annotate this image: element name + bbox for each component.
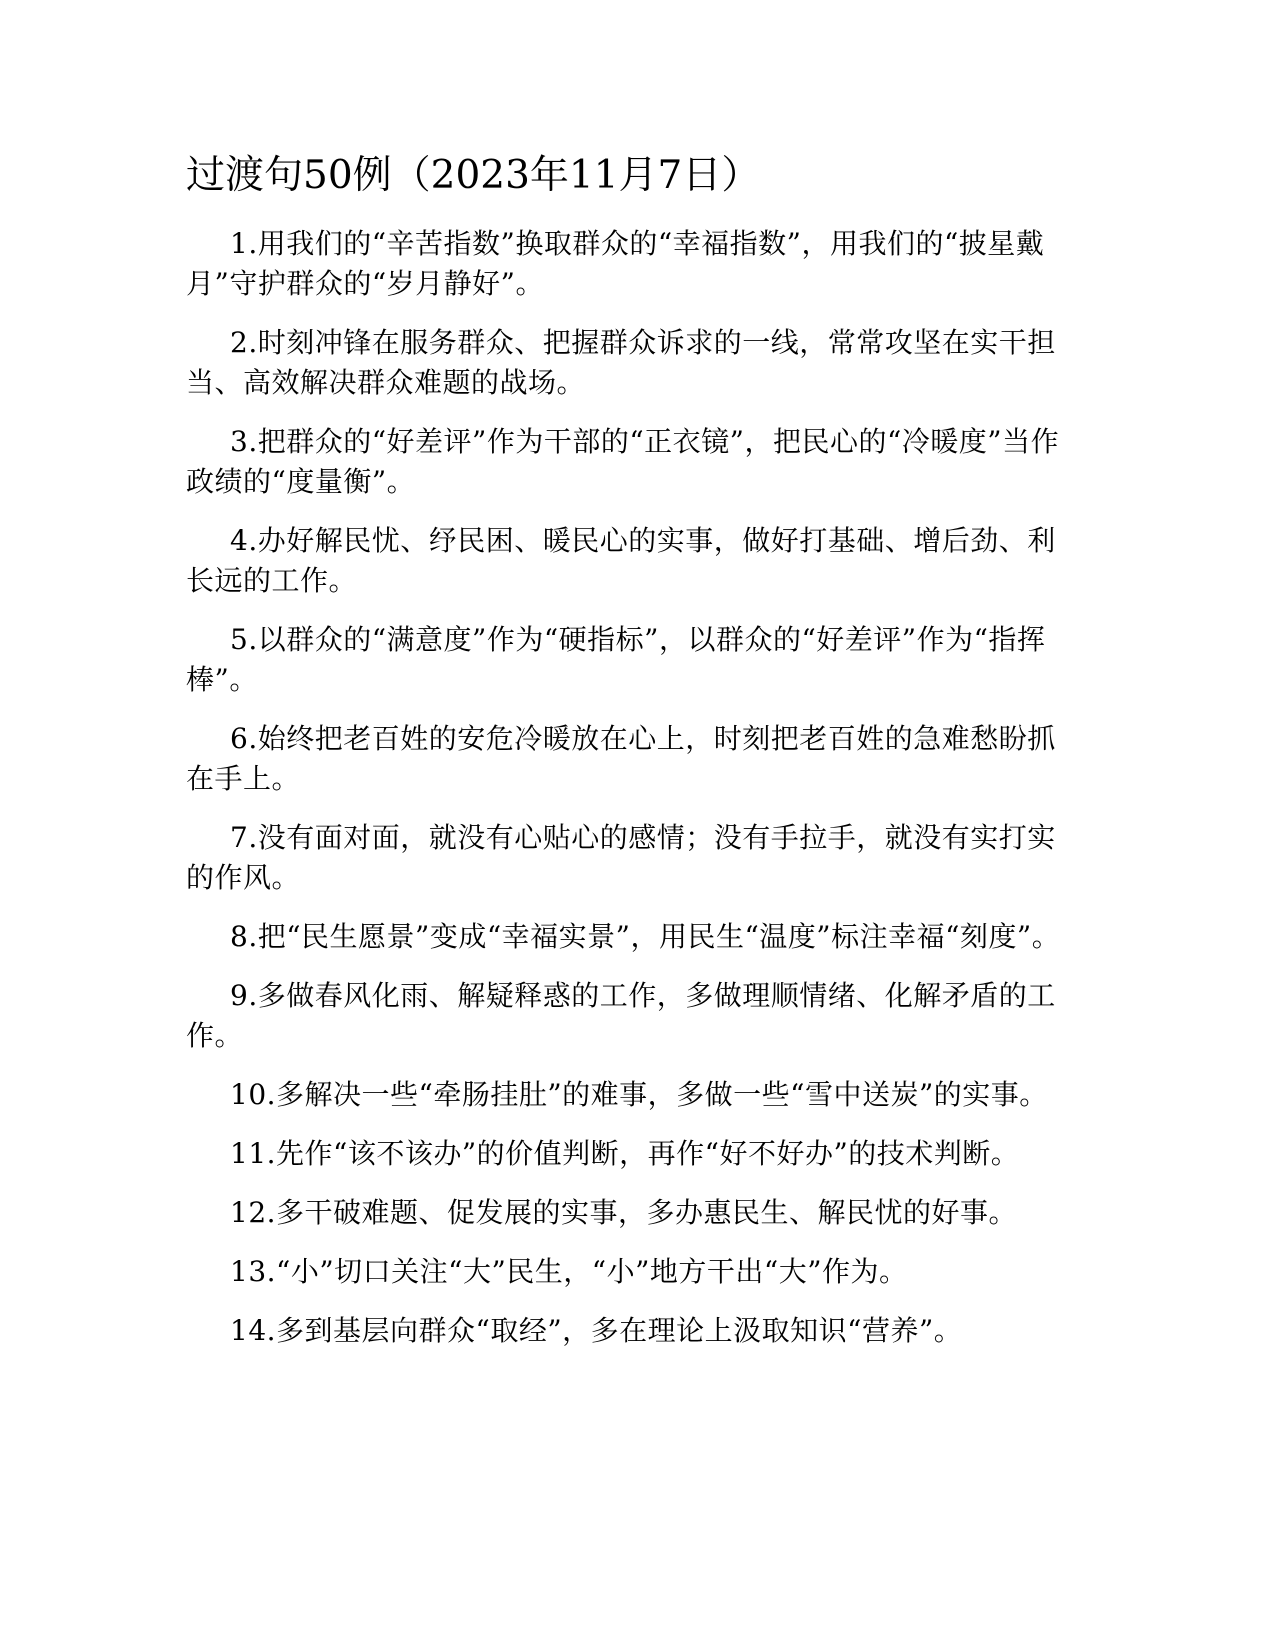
document-title: 过渡句50例（2023年11月7日） — [186, 153, 761, 198]
sentence-list — [186, 224, 1074, 1370]
list-item: 10.多解决一些“牵肠挂肚”的难事，多做一些“雪中送炭”的实事。 — [230, 1078, 1048, 1111]
list-item: 9.多做春风化雨、解疑释惑的工作，多做理顺情绪、化解矛盾的工作。 — [186, 979, 1056, 1052]
list-item: 8.把“民生愿景”变成“幸福实景”，用民生“温度”标注幸福“刻度”。 — [230, 920, 1061, 953]
list-item: 12.多干破难题、促发展的实事，多办惠民生、解民忧的好事。 — [230, 1196, 1018, 1229]
list-item: 7.没有面对面，就没有心贴心的感情；没有手拉手，就没有实打实的作风。 — [186, 821, 1056, 894]
list-item: 11.先作“该不该办”的价值判断，再作“好不好办”的技术判断。 — [230, 1137, 1020, 1170]
list-item: 2.时刻冲锋在服务群众、把握群众诉求的一线，常常攻坚在实干担当、高效解决群众难题的战场。 — [186, 326, 1056, 399]
list-item: 5.以群众的“满意度”作为“硬指标”，以群众的“好差评”作为“指挥棒”。 — [186, 623, 1046, 696]
list-item: 13.“小”切口关注“大”民生，“小”地方干出“大”作为。 — [230, 1255, 908, 1288]
list-item: 6.始终把老百姓的安危冷暖放在心上，时刻把老百姓的急难愁盼抓在手上。 — [186, 722, 1056, 795]
list-item: 14.多到基层向群众“取经”，多在理论上汲取知识“营养”。 — [230, 1314, 963, 1347]
list-item: 1.用我们的“辛苦指数”换取群众的“幸福指数”，用我们的“披星戴月”守护群众的“岁月静好”。 — [186, 227, 1045, 300]
list-item: 4.办好解民忧、纾民困、暖民心的实事，做好打基础、增后劲、利长远的工作。 — [186, 524, 1056, 597]
list-item: 3.把群众的“好差评”作为干部的“正衣镜”，把民心的“冷暖度”当作政绩的“度量衡”。 — [186, 425, 1060, 498]
